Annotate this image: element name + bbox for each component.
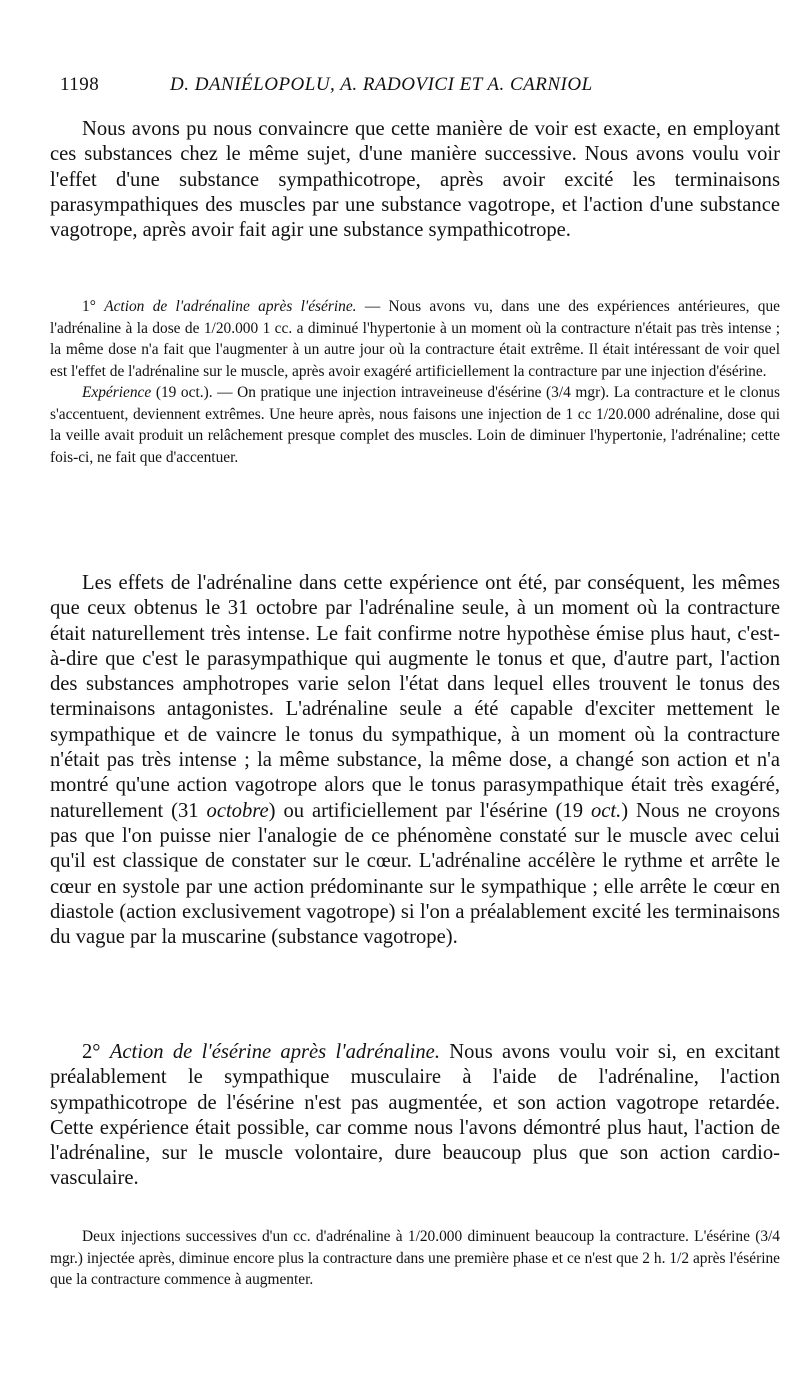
experiment-text: — On pratique une injection intraveineuse d'ésérine (3/4 mgr). La contracture et le clonus s'accentuent, deviennent extrêmes. Une heure après, nous faisons une injection de 1 cc 1/20.000 adrénaline, dose qui la veille avait produit un relâchement presque complet des muscles. Loin de diminuer l'hypertonie, l'adrénaline; cette fois-ci, ne fait que d'accentuer. [50,384,780,466]
experiment-date: (19 oct.). [155,384,213,401]
authors-line: D. DANIÉLOPOLU, A. RADOVICI ET A. CARNIOL [170,74,593,95]
discussion-part3: ) Nous ne croyons pas que l'on puisse nier l'analogie de ce phénomène constaté sur le muscle avec celui qu'il est classique de constater sur le cœur. L'adrénaline accélère le rythme et arrête le cœur en systole par une action prédominante sur le sympathique ; elle arrête le cœur en diastole (action exclusivement vagotrope) si l'on a préalablement excité les terminaisons du vague par la muscarine (substance vagotrope). [50,799,780,949]
paragraph-intro-text: Nous avons pu nous convaincre que cette manière de voir est exacte, en employant ces substances chez le même sujet, d'une manière successive. Nous avons voulu voir l'effet d'une substance sympathicotrope, après avoir excité les terminaisons parasympathiques des muscles par une substance vagotrope, et l'action d'une substance vagotrope, après avoir fait agir une substance sympathicotrope. [50,118,780,242]
discussion-date1: octobre [206,799,269,822]
experiment-note-text: Deux injections successives d'un cc. d'adrénaline à 1/20.000 diminuent beaucoup la contracture. L'ésérine (3/4 mgr.) injectée après, diminue encore plus la contracture dans une première phase et ce n'est que 2 h. 1/2 après l'ésérine que la contracture commence à augmenter. [50,1228,780,1288]
experiment-paragraph [50,382,780,468]
paragraph-intro [50,117,780,243]
page-number: 1198 [60,74,100,95]
section2-number: 2° [82,1041,101,1063]
running-header [60,74,760,96]
section-adrenaline-after-eserine [50,296,780,468]
experiment-note [50,1226,780,1291]
section1-heading: Action de l'adrénaline après l'ésérine. [104,298,357,315]
section1-number: 1° [82,298,96,315]
section1-text: — Nous avons vu, dans une des expériences antérieures, que l'adrénaline à la dose de 1/20.000 1 cc. a diminué l'hypertonie à un moment où la contracture n'était pas très intense ; la même dose n'a fait que l'augmenter à un autre jour où la contracture était extrême. Il était intéressant de voir quel est l'effet de l'adrénaline sur le muscle, après avoir exagéré artificiellement la contracture par une injection d'ésérine. [50,298,780,380]
paragraph-discussion-text [50,571,780,950]
paragraph-discussion [50,571,780,950]
experiment-label: Expérience [82,384,152,401]
section2-paragraph [50,1040,780,1192]
section-eserine-after-adrenaline [50,1040,780,1192]
section2-text: Nous avons voulu voir si, en excitant préalablement le sympathique musculaire à l'aide de l'adrénaline, l'action sympathicotrope de l'ésérine n'est pas augmentée, et son action vagotrope retardée. Cette expérience était possible, car comme nous l'avons démontré plus haut, l'action de l'adrénaline, sur le muscle volontaire, dure beaucoup plus que son action cardio-vasculaire. [50,1041,780,1190]
discussion-date2: oct. [590,799,622,822]
discussion-part1: Les effets de l'adrénaline dans cette expérience ont été, par conséquent, les mêmes que ceux obtenus le 31 octobre par l'adrénaline seule, à un moment où la contracture était naturellement très intense. Le fait confirme notre hypothèse émise plus haut, c'est-à-dire que c'est le parasympathique qui augmente le tonus et que, d'autre part, l'action des substances amphotropes varie selon l'état dans lequel elles trouvent le tonus des terminaisons antagonistes. L'adrénaline seule a été capable d'exciter mettement le sympathique et de vaincre le tonus du sympathique, à un moment où la contracture n'était pas très intense ; la même substance, la même dose, a changé son action et n'a montré qu'une action vagotrope alors que le tonus parasympathique était très exagéré, naturellement (31 [50,572,780,822]
discussion-part2: ) ou artificiellement par l'ésérine (19 [268,799,591,822]
section1-paragraph [50,296,780,382]
section2-heading: Action de l'ésérine après l'adrénaline. [109,1041,440,1063]
